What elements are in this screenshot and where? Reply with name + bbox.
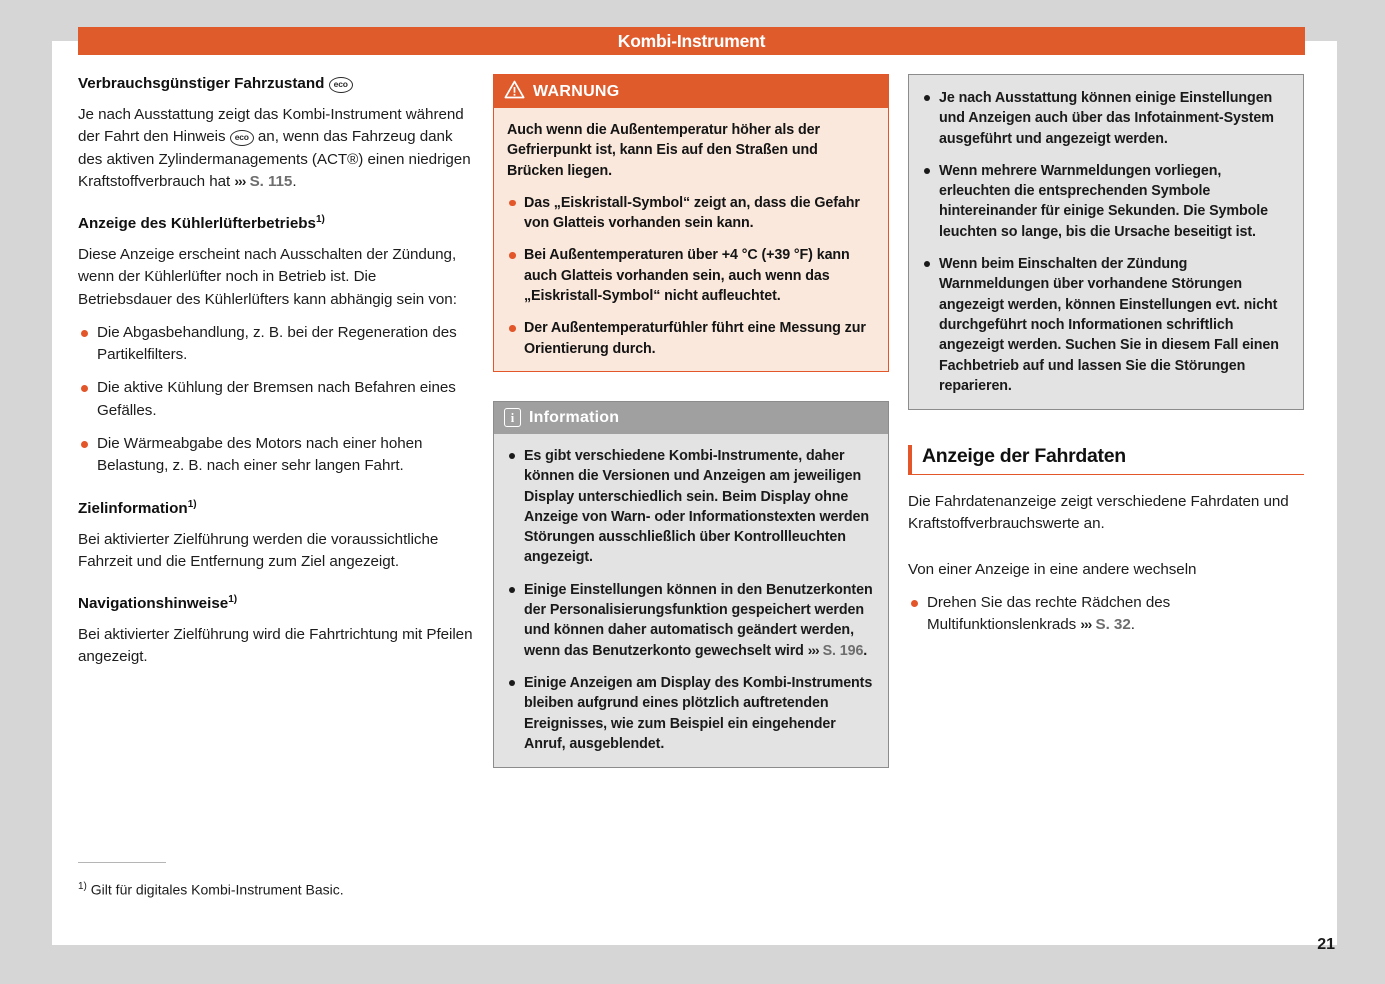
left-column (78, 74, 474, 874)
cross-reference-link[interactable]: ››› S. 115 (234, 172, 293, 190)
footnote-block (78, 862, 474, 901)
section-zielinformation (78, 499, 474, 574)
information-box-title: Information (529, 408, 620, 426)
eco-icon-inline: eco (230, 130, 254, 146)
warning-list-item: Der Außentemperaturfühler führt eine Messung zur Orientierung durch. (507, 318, 874, 359)
list-item: Drehen Sie das rechte Rädchen des Multifunktionslenkrads ››› S. 32. (908, 592, 1304, 637)
footnote-marker: 1) (316, 214, 325, 226)
list-item: Die Wärmeabgabe des Motors nach einer hohen Belastung, z. B. nach einer sehr langen Fahrt. (78, 433, 474, 478)
note-list-item: Wenn beim Einschalten der Zündung Warnmeldungen über vorhandene Störungen angezeigt werden, können Einstellungen evt. nicht durchgeführt noch Informationen schriftlich angezeigt werden. Suchen Sie in diesem Fall einen Fachbetrieb auf und lassen Sie die Störungen reparieren. (922, 254, 1289, 396)
middle-column (493, 74, 889, 874)
note-list-item: Je nach Ausstattung können einige Einstellungen und Anzeigen auch über das Infotainment-System ausgeführt und angezeigt werden. (922, 88, 1289, 149)
eco-icon: eco (329, 77, 353, 93)
note-list-item: Wenn mehrere Warnmeldungen vorliegen, erleuchten die entsprechenden Symbole hintereinander für einige Sekunden. Die Symbole leuchten so lange, bis die Ursache beseitigt ist. (922, 161, 1289, 242)
content-columns (78, 74, 1307, 874)
section-title-anzeige-der-fahrdaten: Anzeige der Fahrdaten (908, 445, 1304, 475)
cross-reference-link[interactable]: ››› S. 32 (1080, 616, 1131, 634)
section-heading-wrap (908, 445, 1304, 475)
information-box-body (494, 434, 888, 767)
footnote-marker: 1) (78, 881, 87, 893)
spacer (908, 547, 1304, 559)
section-subheading-text: Von einer Anzeige in eine andere wechseln (908, 560, 1197, 578)
warning-box-title: WARNUNG (533, 82, 620, 100)
section-heading: Zielinformation$^{1)}$ (78, 498, 197, 517)
section-paragraph: Diese Anzeige erscheint nach Ausschalten der Zündung, wenn der Kühlerlüfter noch in Betrieb ist. Die Betriebsdauer des Kühlerlüfters kann abhängig sein von: (78, 246, 457, 308)
section-paragraph: Bei aktivierter Zielführung wird die Fahrtrichtung mit Pfeilen angezeigt. (78, 626, 473, 666)
section-navigationshinweise (78, 594, 474, 669)
right-column (908, 74, 1304, 874)
section-heading: Anzeige des Kühlerlüfterbetriebs$^{1)}$ (78, 214, 325, 233)
warning-lead-text: Auch wenn die Außentemperatur höher als der Gefrierpunkt ist, kann Eis auf den Straßen und Brücken liegen. (507, 122, 820, 179)
footnote-divider (78, 862, 166, 863)
section-anzeige-kuehlerluefterbetrieb (78, 214, 474, 477)
notes-grey-box (908, 74, 1304, 410)
footnote-text: $^{1)}$ Gilt für digitales Kombi-Instrument Basic. (78, 881, 344, 899)
cross-reference-link[interactable]: ››› S. 196 (807, 641, 864, 659)
warning-box (493, 74, 889, 372)
footnote-marker: 1) (228, 594, 238, 606)
information-box-header (494, 402, 888, 434)
warning-box-body (494, 108, 888, 371)
section-heading: Navigationshinweise$^{1)}$ (78, 594, 238, 613)
section-verbrauchsguenstiger-fahrzustand (78, 74, 474, 193)
section-paragraph: Bei aktivierter Zielführung werden die voraussichtliche Fahrzeit und die Entfernung zum Ziel angezeigt. (78, 530, 439, 570)
warning-list-item: Das „Eiskristall-Symbol“ zeigt an, dass die Gefahr von Glatteis vorhanden sein kann. (507, 193, 874, 234)
section-paragraph: Je nach Ausstattung zeigt das Kombi-Instrument während der Fahrt den Hinweis eco an, wenn das Fahrzeug dank des aktiven Zylindermanagements (ACT®) einen niedrigen Kraftstoffverbrauch hat ››› S. 115. (78, 106, 471, 190)
information-list-item: Einige Anzeigen am Display des Kombi-Instruments bleiben aufgrund eines plötzlich auftretenden Ereignisses, wie zum Beispiel ein eingehender Anruf, ausgeblendet. (507, 673, 874, 754)
warning-triangle-icon (504, 80, 525, 104)
warning-list-item: Bei Außentemperaturen über +4 °C (+39 °F) kann auch Glatteis vorhanden sein, auch wenn das „Eiskristall-Symbol“ nicht aufleuchtet. (507, 245, 874, 306)
warning-box-header (494, 75, 888, 108)
info-icon: i (504, 408, 521, 427)
page-header-title: Kombi-Instrument (617, 30, 766, 51)
information-box (493, 401, 889, 768)
list-item: Die Abgasbehandlung, z. B. bei der Regeneration des Partikelfilters. (78, 322, 474, 367)
page-header-bar (78, 27, 1305, 55)
information-list-item: Einige Einstellungen können in den Benutzerkonten der Personalisierungsfunktion gespeichert werden und können daher automatisch geändert werden, wenn das Benutzerkonto gewechselt wird ››› S. 196. (507, 580, 874, 661)
list-item: Die aktive Kühlung der Bremsen nach Befahren eines Gefälles. (78, 377, 474, 422)
information-list-item: Es gibt verschiedene Kombi-Instrumente, daher können die Versionen und Anzeigen am jeweiligen Display unterschiedlich sein. Beim Display ohne Anzeige von Warn- oder Informationstexten werden Störungen ausschließlich über Kontrollleuchten angezeigt. (507, 446, 874, 568)
section-heading: Verbrauchsgünstiger Fahrzustand eco (78, 74, 474, 93)
section-paragraph: Die Fahrdatenanzeige zeigt verschiedene Fahrdaten und Kraftstoffverbrauchswerte an. (908, 493, 1289, 533)
footnote-marker: 1) (187, 498, 197, 510)
page-number: 21 (1317, 936, 1335, 953)
